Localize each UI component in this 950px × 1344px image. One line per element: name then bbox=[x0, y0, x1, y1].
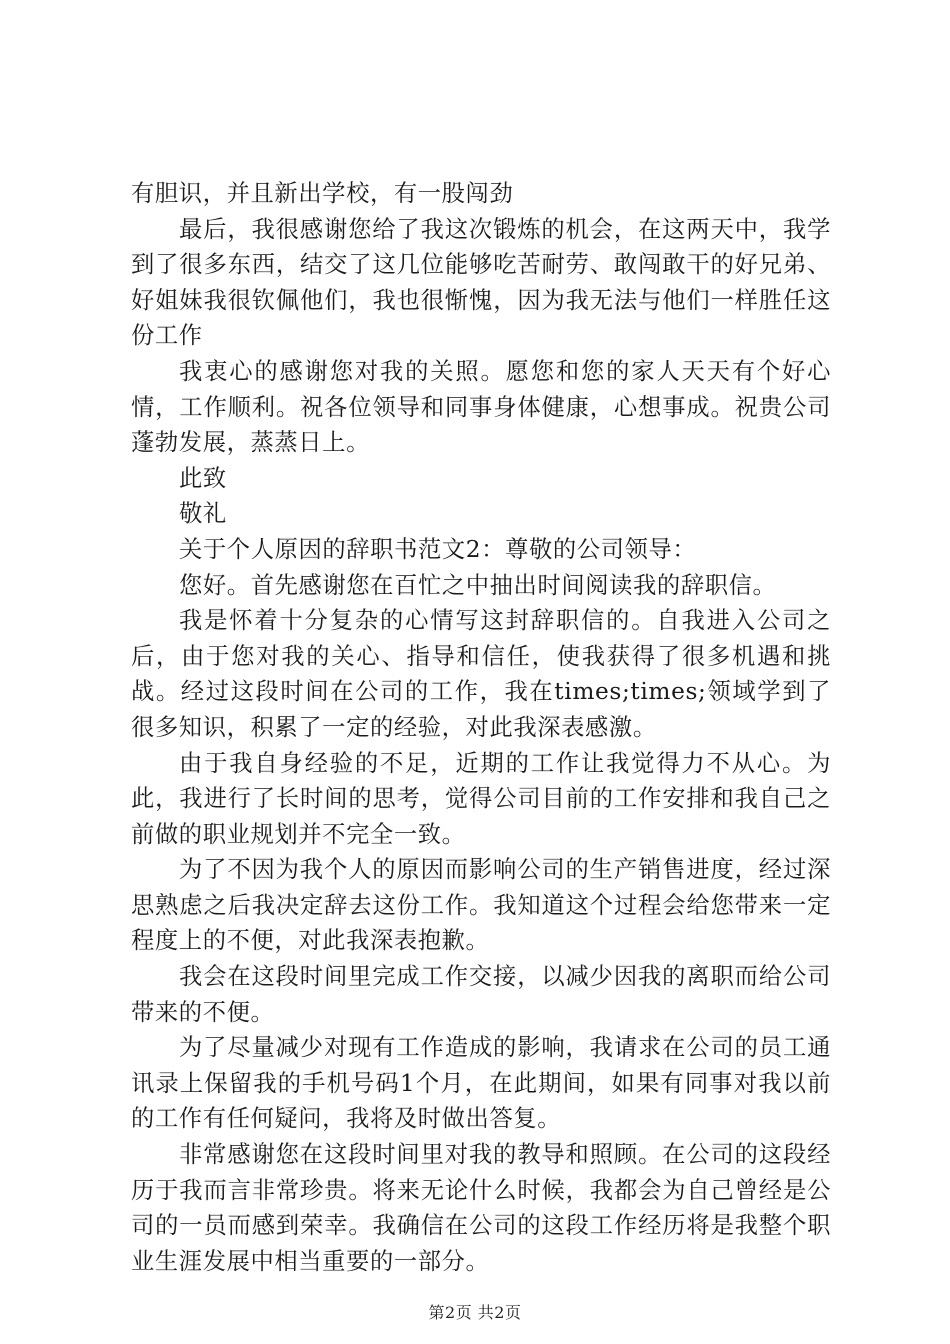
paragraph-11: 我会在这段时间里完成工作交接，以减少因我的离职而给公司带来的不便。 bbox=[131, 963, 831, 1026]
paragraph-3: 我衷心的感谢您对我的关照。愿您和您的家人天天有个好心情，工作顺利。祝各位领导和同事身体健康，心想事成。祝贵公司蓬勃发展，蒸蒸日上。 bbox=[131, 357, 831, 457]
page-number-footer: 第2页 共2页 bbox=[428, 1303, 522, 1322]
paragraph-13: 非常感谢您在这段时间里对我的教导和照顾。在公司的这段经历于我而言非常珍贵。将来无论什么时候，我都会为自己曾经是公司的一员而感到荣幸。我确信在公司的这段工作经历将是我整个职业生涯发展中相当重要的一部分。 bbox=[131, 1141, 831, 1275]
closing-salutation-2: 敬礼 bbox=[179, 500, 227, 528]
paragraph-12: 为了尽量减少对现有工作造成的影响，我请求在公司的员工通讯录上保留我的手机号码1个月，在此期间，如果有同事对我以前的工作有任何疑问，我将及时做出答复。 bbox=[131, 1034, 831, 1133]
paragraph-10: 为了不因为我个人的原因而影响公司的生产销售进度，经过深思熟虑之后我决定辞去这份工作。我知道这个过程会给您带来一定程度上的不便，对此我深表抱歉。 bbox=[131, 856, 831, 955]
closing-salutation-1: 此致 bbox=[179, 464, 227, 492]
paragraph-2: 最后，我很感谢您给了我这次锻炼的机会，在这两天中，我学到了很多东西，结交了这几位能够吃苦耐劳、敢闯敢干的好兄弟、好姐妹我很钦佩他们，我也很惭愧，因为我无法与他们一样胜任这份工作 bbox=[131, 215, 831, 350]
paragraph-1: 有胆识，并且新出学校，有一股闯劲 bbox=[131, 180, 514, 207]
document-body bbox=[131, 176, 831, 1279]
paragraph-9: 由于我自身经验的不足，近期的工作让我觉得力不从心。为此，我进行了长时间的思考，觉得公司目前的工作安排和我自己之前做的职业规划并不完全一致。 bbox=[131, 749, 831, 848]
paragraph-greeting: 您好。首先感谢您在百忙之中抽出时间阅读我的辞职信。 bbox=[179, 571, 777, 599]
paragraph-8: 我是怀着十分复杂的心情写这封辞职信的。自我进入公司之后，由于您对我的关心、指导和信任，使我获得了很多机遇和挑战。经过这段时间在公司的工作，我在times;times;领域学到了很多知识，积累了一定的经验，对此我深表感激。 bbox=[131, 607, 831, 741]
section-heading: 关于个人原因的辞职书范文2：尊敬的公司领导： bbox=[179, 535, 697, 563]
